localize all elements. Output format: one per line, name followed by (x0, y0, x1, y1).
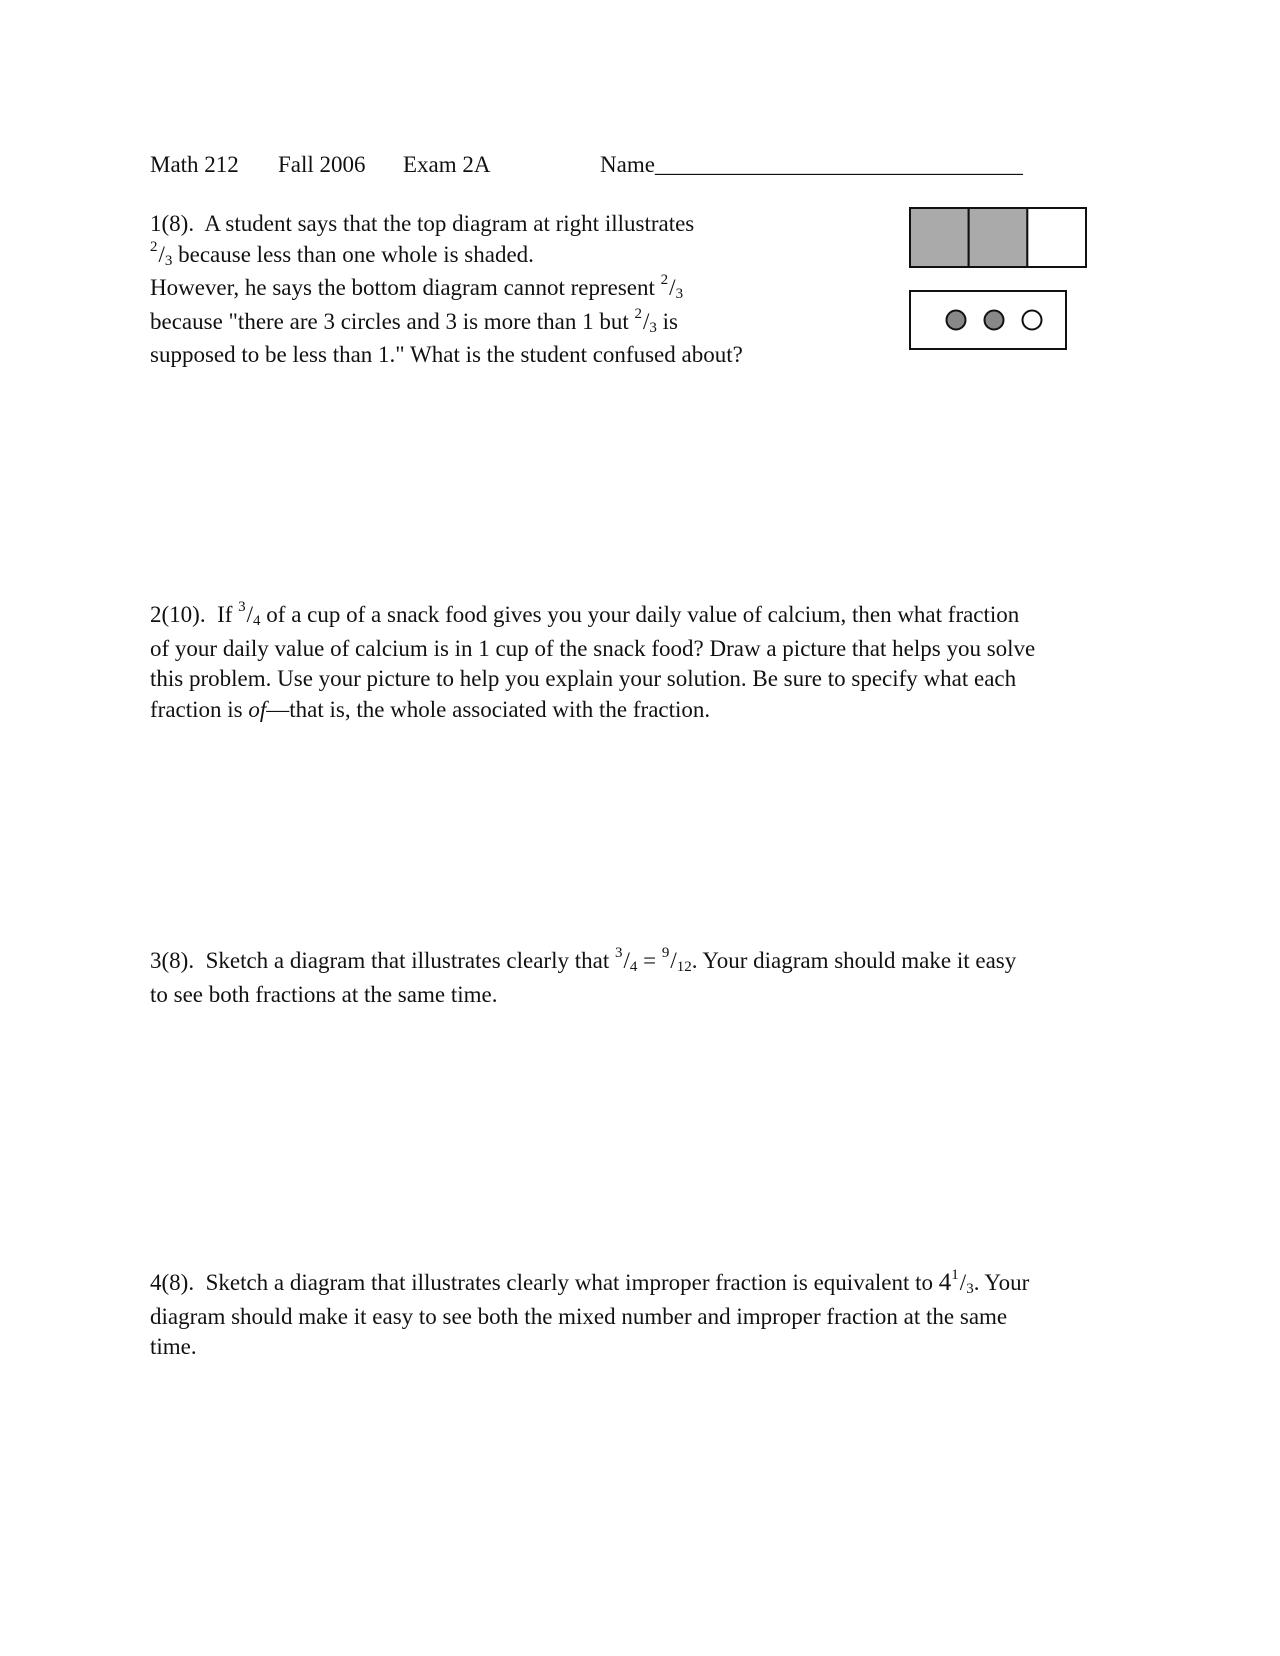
q1-number: 1(8). (150, 211, 195, 236)
fraction-denominator: 3 (164, 252, 173, 269)
fraction-numerator: 3 (238, 599, 246, 615)
q1-line-2 (150, 240, 743, 274)
equals-sign: = (637, 948, 662, 973)
q2-text-6: —that is, the whole associated with the fraction. (266, 696, 711, 722)
q1-text-3: However, he says the bottom diagram cannot represent (150, 275, 661, 300)
q1-text-1: A student says that the top diagram at right illustrates (204, 211, 695, 236)
q2-line-2 (150, 634, 1035, 665)
q4-line-3 (150, 1332, 1029, 1363)
fraction-three-fourths: $^3$/4 (614, 945, 638, 975)
q1-text-5: is (656, 308, 679, 334)
fraction-denominator: 3 (649, 319, 657, 336)
q2-text-5: fraction is (150, 696, 249, 722)
q4-line-2 (150, 1302, 1029, 1333)
q3-number: 3(8). (150, 948, 195, 973)
question-4 (150, 1268, 1029, 1363)
q1-text-2: because less than one whole is shaded. (172, 241, 534, 267)
q3-text-1: Sketch a diagram that illustrates clearly that (205, 948, 615, 973)
fraction-nine-twelfths: $^9$/12 (661, 945, 692, 975)
circles-diagram (909, 290, 1067, 350)
fraction-numerator: 1 (951, 1267, 959, 1283)
bar-part-shaded (910, 208, 969, 267)
circle-unshaded (1023, 311, 1042, 330)
q1-text-6: supposed to be less than 1." What is the student confused about? (150, 342, 743, 367)
q4-text-3: diagram should make it easy to see both the mixed number and improper fraction at the same (150, 1303, 1008, 1329)
q2-text-4: this problem. Use your picture to help you explain your solution. Be sure to specify what each (150, 666, 1017, 691)
fraction-three-fourths: $^3$/4 (238, 599, 261, 629)
fraction-denominator: 12 (676, 959, 692, 975)
fraction-numerator: 9 (661, 945, 670, 961)
q1-line-4 (150, 307, 743, 341)
fraction-denominator: 4 (253, 613, 261, 629)
fraction-two-thirds: $^2$/3 (634, 305, 657, 336)
fraction-two-thirds: $^2$/3 (150, 238, 173, 269)
q2-line-1 (150, 600, 1035, 634)
q1-line-1 (150, 209, 743, 240)
fraction-denominator: 4 (629, 959, 638, 975)
question-3 (150, 946, 1016, 1010)
fraction-numerator: 2 (660, 272, 669, 288)
bar-part-shaded (969, 208, 1028, 267)
fraction-numerator: 3 (614, 945, 623, 961)
q2-italic-of: of (248, 696, 267, 722)
q2-line-4 (150, 695, 1035, 726)
q4-number: 4(8). (150, 1270, 195, 1295)
fraction-numerator: 2 (150, 238, 158, 255)
question-2 (150, 600, 1035, 725)
term-label: Fall 2006 (278, 152, 366, 177)
q1-line-5 (150, 340, 743, 371)
fraction-denominator: 3 (966, 1281, 974, 1297)
circle-shaded (985, 311, 1004, 330)
name-field: Name________________________________ (600, 152, 1023, 177)
fraction-numerator: 2 (634, 305, 643, 322)
q3-line-2 (150, 980, 1016, 1011)
q4-line-1 (150, 1268, 1029, 1302)
q2-number: 2(10). (150, 602, 206, 627)
question-1 (150, 209, 743, 371)
exam-label: Exam 2A (403, 152, 491, 177)
q1-text-4: because "there are 3 circles and 3 is more than 1 but (150, 308, 635, 334)
q2-text-2: of a cup of a snack food gives you your daily value of calcium, then what fraction (260, 602, 1020, 627)
q3-text-3: to see both fractions at the same time. (150, 981, 498, 1007)
fraction-two-thirds: $^2$/3 (660, 272, 684, 302)
bar-part-unshaded (1027, 208, 1086, 267)
q3-text-2: . Your diagram should make it easy (691, 948, 1017, 973)
shaded-bar-diagram (909, 207, 1087, 268)
q2-text-3: of your daily value of calcium is in 1 cup of the snack food? Draw a picture that helps you solve (150, 635, 1036, 661)
course-label: Math 212 (150, 152, 239, 177)
fraction-one-third: $^1$/3 (951, 1267, 974, 1297)
fraction-denominator: 3 (675, 286, 684, 302)
q4-text-1: Sketch a diagram that illustrates clearly what improper fraction is equivalent to (205, 1270, 939, 1295)
q4-text-4: time. (150, 1334, 197, 1359)
q2-line-3 (150, 664, 1035, 695)
q2-text-1: If (217, 602, 239, 627)
circle-shaded (947, 311, 966, 330)
mixed-number-whole: 4 (938, 1269, 952, 1296)
q4-text-2: . Your (973, 1270, 1030, 1295)
q1-line-3 (150, 273, 743, 307)
q3-line-1 (150, 946, 1016, 980)
